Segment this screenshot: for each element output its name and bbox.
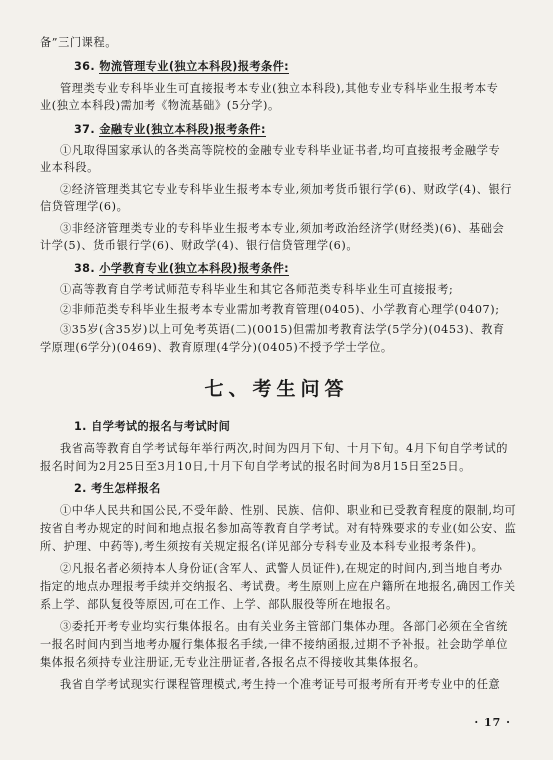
text-line: 所、护理、中药等),考生须按有关规定报名(详见部分专科专业及本科专业报考条件)。	[40, 540, 484, 553]
section-heading	[74, 123, 266, 137]
text-line: 计学(5)、货币银行学(6)、财政学(4)、银行信贷管理学(6)。	[40, 239, 359, 252]
text-line: ①高等教育自学考试师范专科毕业生和其它各师范类专科毕业生可直接报考;	[60, 283, 454, 296]
text-line: ③委托开考专业均实行集体报名。由有关业务主管部门集体办理。各部门必须在全省统	[60, 620, 508, 633]
text-line: 报名时间为2月25日至3月10日,十月下旬自学考试的报名时间为8月15日至25日。	[40, 460, 471, 473]
section-heading	[74, 482, 161, 496]
text-line: ①中华人民共和国公民,不受年龄、性别、民族、信仰、职业和已受教育程度的限制,均可	[60, 504, 517, 517]
heading-text: 考生怎样报名	[91, 482, 161, 495]
heading-number: 38.	[74, 262, 96, 275]
text-line: 业本科段。	[40, 161, 99, 174]
heading-number: 2.	[74, 482, 87, 495]
heading-number: 36.	[74, 60, 96, 73]
text-line: ①凡取得国家承认的各类高等院校的金融专业专科毕业证书者,均可直接报考金融学专	[60, 144, 501, 157]
text-line: 学原理(6学分)(0469)、教育原理(4学分)(0405)不授予学士学位。	[40, 341, 393, 354]
text-line: ②非师范类专科毕业生报考本专业需加考教育管理(0405)、小学教育心理学(0407);	[60, 303, 500, 316]
text-line: 信贷管理学(6)。	[40, 200, 129, 213]
text-line: 集体报名须持专业注册证,无专业注册证者,各报名点不得接收其集体报名。	[40, 656, 426, 669]
heading-text: 物流管理专业(独立本科段)报考条件:	[99, 60, 290, 73]
text-line: ②经济管理类其它专业专科毕业生报考本专业,须加考货币银行学(6)、财政学(4)、银行	[60, 183, 513, 196]
text-line: 我省高等教育自学考试每年举行两次,时间为四月下旬、十月下旬。4月下旬自学考试的	[60, 442, 509, 455]
section-heading	[74, 60, 289, 74]
text-line: 指定的地点办理报考手续并交纳报名、考试费。考生原则上应在户籍所在地报名,确因工作关	[40, 580, 516, 593]
text-line: ②凡报名者必须持本人身份证(含军人、武警人员证件),在规定的时间内,到当地自考办	[60, 562, 503, 575]
text-line: 管理类专业专科毕业生可直接报考本专业(独立本科段),其他专业专科毕业生报考本专	[60, 82, 499, 95]
heading-text: 小学教育专业(独立本科段)报考条件:	[99, 262, 290, 275]
text-line: 业(独立本科段)需加考《物流基础》(5分学)。	[40, 99, 280, 112]
text-line: ③非经济管理类专业的专科毕业生报考本专业,须加考政治经济学(财经类)(6)、基础会	[60, 222, 505, 235]
heading-number: 37.	[74, 123, 96, 136]
heading-text: 自学考试的报名与考试时间	[91, 420, 231, 433]
text-line: 系上学、部队复役等原因,可在工作、上学、部队服役等所在地报名。	[40, 598, 398, 611]
section-title: 七、考生问答	[204, 378, 349, 400]
text-line: 备”三门课程。	[40, 36, 118, 49]
section-heading	[74, 420, 230, 434]
heading-text: 金融专业(独立本科段)报考条件:	[99, 123, 266, 136]
heading-number: 1.	[74, 420, 87, 433]
text-line: 按省自考办规定的时间和地点报名参加高等教育自学考试。对有特殊要求的专业(如公安、监	[40, 522, 517, 535]
page-number: · 17 ·	[474, 716, 511, 729]
text-line: 我省自学考试现实行课程管理模式,考生持一个准考证号可报考所有开考专业中的任意	[60, 678, 501, 691]
text-line: 一报名时间内到当地考办履行集体报名手续,一律不接纳函报,过期不予补报。社会助学单位	[40, 638, 509, 651]
text-line: ③35岁(含35岁)以上可免考英语(二)(0015)但需加考教育法学(5学分)(0453)、教育	[60, 323, 505, 336]
section-heading	[74, 262, 289, 276]
